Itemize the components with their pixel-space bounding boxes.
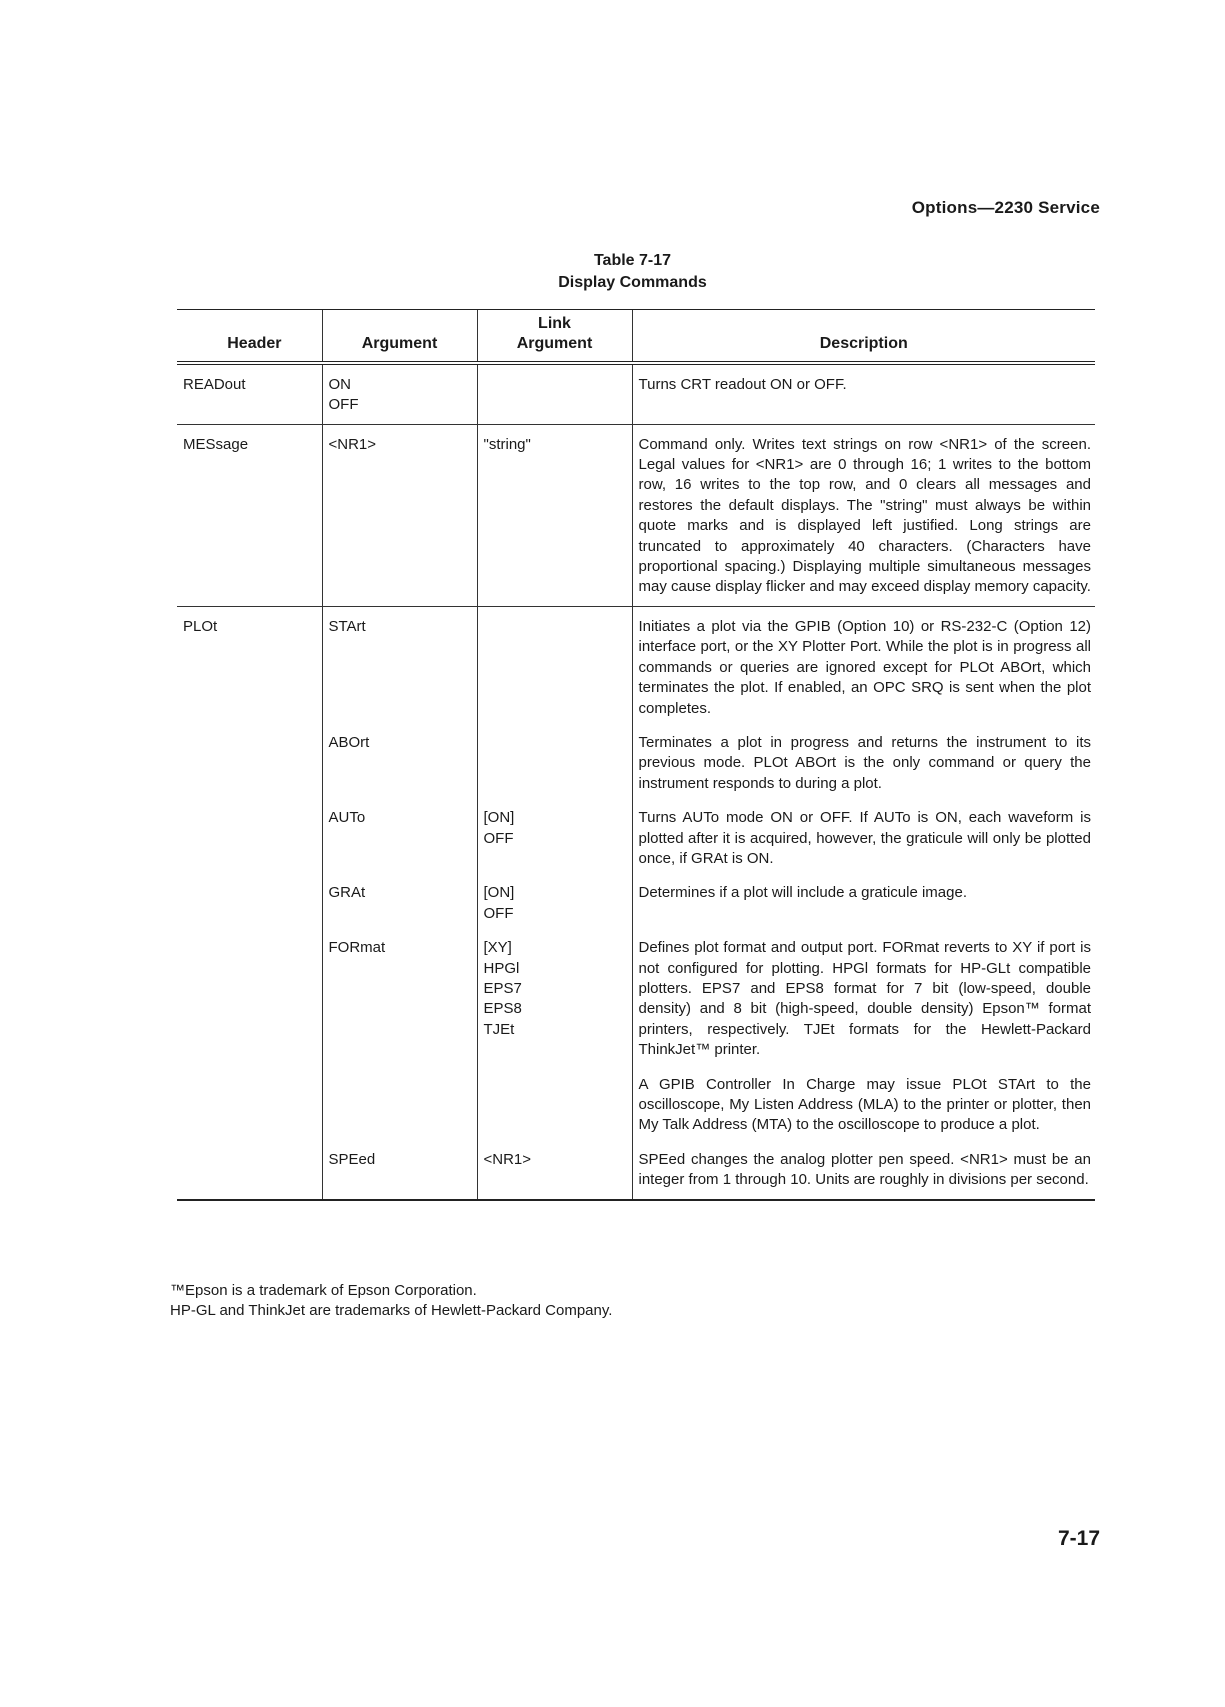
table-row-plot-note bbox=[177, 1069, 1095, 1144]
cell-header bbox=[177, 802, 322, 877]
link-label-line2: Argument bbox=[516, 335, 593, 353]
cell-description: Command only. Writes text strings on row <NR1> of the screen. Legal values for <NR1> are 0 through 16; 1 writes to the bottom row, 16 writes to the top row, and 0 clears all messages and restores the default displays. The "string" must always be within quote marks and is displayed left justified. Long strings are truncated to approximately 40 characters. (Characters have proportional spacing.) Displaying multiple simultaneous messages may cause display flicker and may exceed display memory capacity. bbox=[632, 424, 1095, 606]
cell-header bbox=[177, 877, 322, 932]
cell-link bbox=[477, 606, 632, 727]
cell-header bbox=[177, 932, 322, 1068]
cell-argument: FORmat bbox=[322, 932, 477, 1068]
cell-argument: SPEed bbox=[322, 1144, 477, 1200]
column-header-header: Header bbox=[177, 310, 322, 363]
running-head: Options—2230 Service bbox=[911, 198, 1100, 217]
footnote-epson: ™Epson is a trademark of Epson Corporation. bbox=[170, 1282, 477, 1299]
page-number: 7-17 bbox=[1057, 1527, 1100, 1550]
cell-link: [ON] OFF bbox=[477, 802, 632, 877]
cell-link: <NR1> bbox=[477, 1144, 632, 1200]
cell-header: MESsage bbox=[177, 424, 322, 606]
cell-description: Terminates a plot in progress and returns the instrument to its previous mode. PLOt ABOrt is the only command or query the instrument responds to during a plot. bbox=[632, 727, 1095, 802]
footnote-hp: HP-GL and ThinkJet are trademarks of Hewlett-Packard Company. bbox=[170, 1302, 613, 1319]
table-row-readout bbox=[177, 363, 1095, 424]
cell-header: READout bbox=[177, 363, 322, 424]
column-header-description: Description bbox=[632, 310, 1095, 363]
cell-link bbox=[477, 1069, 632, 1144]
cell-argument: GRAt bbox=[322, 877, 477, 932]
column-header-argument: Argument bbox=[322, 310, 477, 363]
table-row-plot-abort bbox=[177, 727, 1095, 802]
table-header-row bbox=[177, 310, 1095, 363]
cell-argument: <NR1> bbox=[322, 424, 477, 606]
cell-link: [ON] OFF bbox=[477, 877, 632, 932]
table-caption bbox=[0, 250, 1225, 294]
cell-link: "string" bbox=[477, 424, 632, 606]
table-row-plot-start bbox=[177, 606, 1095, 727]
table-number: Table 7-17 bbox=[593, 252, 672, 269]
table-row-message bbox=[177, 424, 1095, 606]
cell-argument: ABOrt bbox=[322, 727, 477, 802]
cell-description: Turns CRT readout ON or OFF. bbox=[632, 363, 1095, 424]
cell-header: PLOt bbox=[183, 617, 218, 635]
table-row-plot-auto bbox=[177, 802, 1095, 877]
cell-link: [XY] HPGl EPS7 EPS8 TJEt bbox=[477, 932, 632, 1068]
table-title: Display Commands bbox=[558, 274, 707, 291]
cell-argument bbox=[322, 1069, 477, 1144]
cell-description: A GPIB Controller In Charge may issue PLOt STArt to the oscilloscope, My Listen Address (MLA) to the printer or plotter, then My Talk Address (MTA) to the oscilloscope to produce a plot. bbox=[632, 1069, 1095, 1144]
cell-description: SPEed changes the analog plotter pen speed. <NR1> must be an integer from 1 through 10. Units are roughly in divisions per second. bbox=[632, 1144, 1095, 1200]
table-row-plot-speed bbox=[177, 1144, 1095, 1200]
cell-argument: ON OFF bbox=[322, 363, 477, 424]
footnotes bbox=[170, 1281, 612, 1321]
cell-header bbox=[177, 1144, 322, 1200]
cell-link bbox=[477, 727, 632, 802]
link-label-line1: Link bbox=[538, 315, 571, 332]
display-commands-table bbox=[177, 309, 1095, 1201]
cell-description: Determines if a plot will include a graticule image. bbox=[632, 877, 1095, 932]
cell-description: Turns AUTo mode ON or OFF. If AUTo is ON, each waveform is plotted after it is acquired, however, the graticule will only be plotted once, if GRAt is ON. bbox=[632, 802, 1095, 877]
cell-header bbox=[177, 1069, 322, 1144]
table-row-plot-grat bbox=[177, 877, 1095, 932]
cell-description: Defines plot format and output port. FORmat reverts to XY if port is not configured for plotting. HPGl formats for HP-GLt compatible plotters. EPS7 and EPS8 format for 7 bit (low-speed, double density) and 8 bit (high-speed, double density) Epson™ format printers, respectively. TJEt formats for the Hewlett-Packard ThinkJet™ printer. bbox=[632, 932, 1095, 1068]
cell-argument: AUTo bbox=[322, 802, 477, 877]
cell-description: Initiates a plot via the GPIB (Option 10) or RS-232-C (Option 12) interface port, or the XY Plotter Port. While the plot is in progress all commands or queries are ignored except for PLOt ABOrt, which terminates the plot. If enabled, an OPC SRQ is sent when the plot completes. bbox=[632, 606, 1095, 727]
column-header-link-argument bbox=[477, 310, 632, 363]
table-row-plot-format bbox=[177, 932, 1095, 1068]
cell-link bbox=[477, 363, 632, 424]
cell-argument: STArt bbox=[322, 606, 477, 727]
cell-header bbox=[177, 727, 322, 802]
